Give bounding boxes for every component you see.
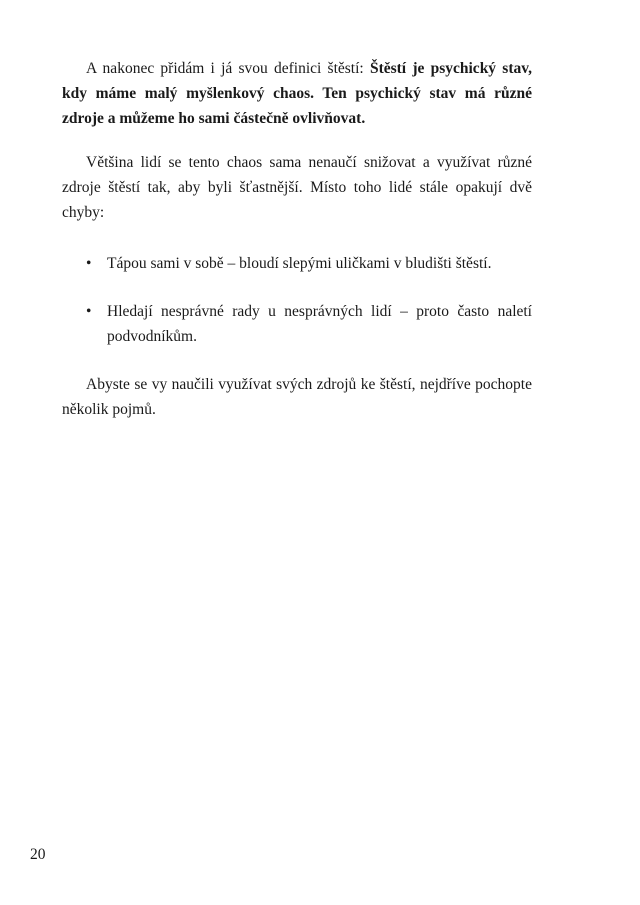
list-item	[62, 251, 532, 276]
bullet-marker: •	[86, 255, 92, 272]
list-item	[62, 299, 532, 349]
bullet-text-2: Hledají nesprávné rady u nesprávných lidí – proto často naletí podvodníkům.	[107, 303, 532, 345]
bullet-marker: •	[86, 303, 92, 320]
bullet-text-1: Tápou sami v sobě – bloudí slepými uličkami v bludišti štěstí.	[107, 255, 492, 272]
bullet-list-first	[62, 251, 532, 276]
paragraph-conclusion: Abyste se vy naučili využívat svých zdrojů ke štěstí, nejdříve pochopte několik pojmů.	[62, 376, 532, 418]
page-number: 20	[30, 846, 46, 863]
paragraph-chaos: Většina lidí se tento chaos sama nenaučí snižovat a využívat různé zdroje štěstí tak, aby byli šťastnější. Místo toho lidé stále opakují dvě chyby:	[62, 154, 532, 221]
bullet-list-second	[62, 299, 532, 349]
paragraph-definition-bold: Štěstí je psychický stav, kdy máme malý myšlenkový chaos. Ten psychický stav má různé zdroje a můžeme ho sami částečně ovlivňovat.	[62, 60, 532, 127]
paragraph-definition	[62, 56, 532, 131]
paragraph-definition-intro: A nakonec přidám i já svou definici štěstí:	[86, 60, 370, 77]
